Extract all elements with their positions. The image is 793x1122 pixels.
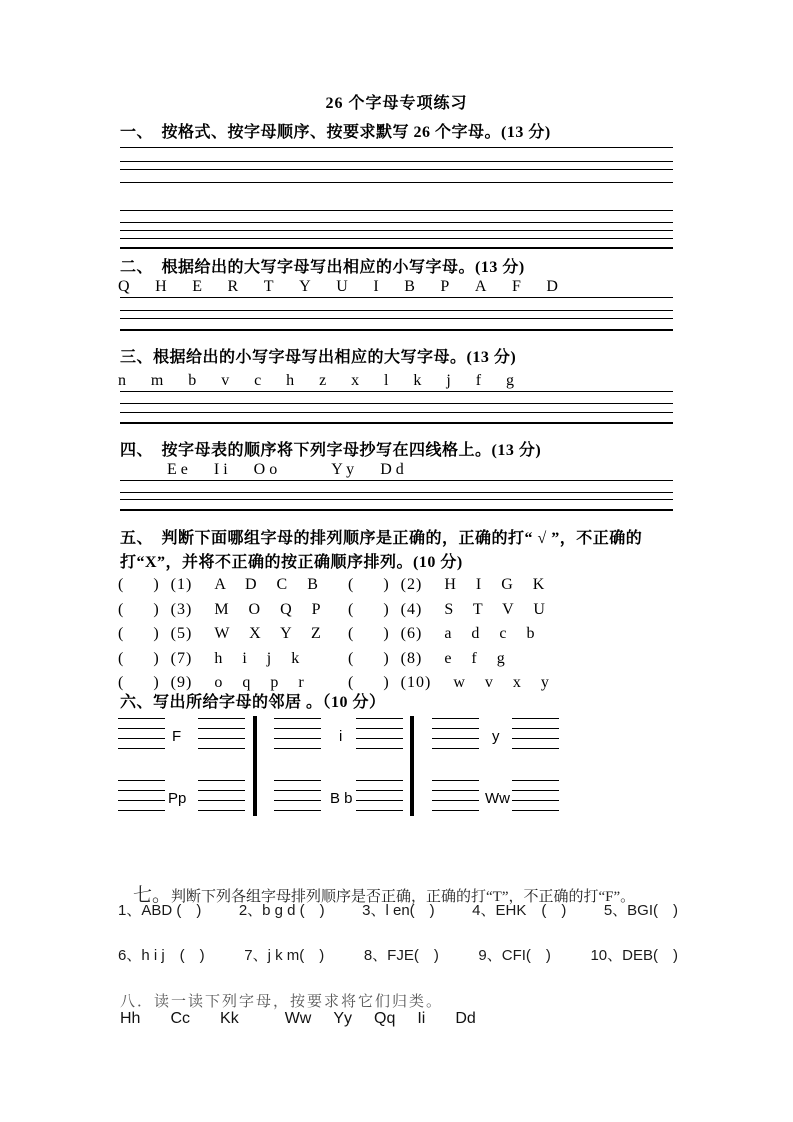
answer-lines	[512, 780, 559, 811]
s5-row-4	[118, 650, 673, 668]
lowercase-letter: x	[351, 372, 360, 389]
s5-row-3	[118, 625, 673, 643]
judge-item: 2、b g d ( )	[238, 902, 325, 919]
lowercase-letter: k	[413, 372, 422, 389]
s5-item-4: ( ) (4) S T V U	[348, 601, 545, 618]
letter-pair: Kk	[220, 1010, 239, 1027]
uppercase-letter: E	[192, 278, 202, 295]
given-letter: Ww	[485, 790, 510, 807]
answer-blank-paren: (	[118, 576, 124, 593]
s5-item-8: ( ) (8) e f g	[348, 650, 505, 667]
answer-lines	[512, 718, 559, 749]
uppercase-letter: I	[373, 278, 379, 295]
answer-lines	[274, 780, 321, 811]
lowercase-letter: n	[118, 372, 126, 389]
judge-item: 8、FJE( )	[363, 947, 439, 964]
letter-pair: Ww	[284, 1010, 312, 1027]
section2-letters	[118, 278, 558, 296]
lowercase-letter: h	[286, 372, 295, 389]
section7-heading: 七。判断下列各组字母排列顺序是否正确，正确的打“T”，不正确的打“F”。	[133, 885, 636, 906]
s5-item-1: ( ) (1) A D C B	[118, 576, 318, 593]
item-number: (1)	[170, 576, 193, 593]
letter-pair: Hh	[120, 1010, 141, 1027]
given-letter: Pp	[168, 790, 187, 807]
s5-item-10: ( ) (10) w v x y	[348, 674, 549, 691]
lowercase-letter: j	[446, 372, 451, 389]
uppercase-letter: R	[227, 278, 239, 295]
judge-item: 10、DEB( )	[590, 947, 678, 964]
letter-pair: Y y	[331, 461, 355, 478]
lowercase-letter: g	[505, 372, 514, 389]
answer-lines	[432, 718, 479, 749]
section8-heading: 八．读一读下列字母，按要求将它们归类。	[120, 994, 444, 1010]
section4-heading: 四、 按字母表的顺序将下列字母抄写在四线格上。(13 分)	[120, 442, 542, 459]
writing-grid-3	[120, 297, 673, 331]
section5-heading-line2: 打“X”，并将不正确的按正确顺序排列。(10 分)	[120, 554, 463, 571]
letter-pair: Yy	[333, 1010, 353, 1027]
s5-item-5: ( ) (5) W X Y Z	[118, 625, 321, 642]
writing-grid-1	[120, 147, 673, 183]
section2-heading: 二、 根据给出的大写字母写出相应的小写字母。(13 分)	[120, 259, 525, 276]
uppercase-letter: U	[336, 278, 348, 295]
letter-pair: Ii	[417, 1010, 426, 1027]
judge-item: 5、BGI( )	[603, 902, 678, 919]
answer-lines	[198, 718, 245, 749]
letter-pair: D d	[380, 461, 404, 478]
section4-letters	[167, 461, 404, 479]
uppercase-letter: D	[546, 278, 558, 295]
answer-lines	[118, 718, 165, 749]
writing-grid-2	[120, 210, 673, 249]
lowercase-letter: c	[254, 372, 262, 389]
section3-heading: 三、根据给出的小写字母写出相应的大写字母。(13 分)	[120, 349, 517, 366]
given-letter: y	[492, 728, 500, 745]
section5-heading-line1: 五、 判断下面哪组字母的排列顺序是正确的，正确的打“ √ ”，不正确的	[120, 530, 643, 547]
section7-row2	[118, 944, 678, 965]
lowercase-letter: z	[319, 372, 327, 389]
answer-lines	[198, 780, 245, 811]
s5-item-7: ( ) (7) h i j k	[118, 650, 300, 667]
judge-item: 1、ABD ( )	[118, 902, 202, 919]
s5-item-9: ( ) (9) o q p r	[118, 674, 304, 691]
lowercase-letter: v	[221, 372, 230, 389]
judge-item: 7、j k m( )	[244, 947, 325, 964]
letter-pair: Qq	[374, 1010, 396, 1027]
letter-pair: Dd	[455, 1010, 476, 1027]
letter-pair: I i	[213, 461, 228, 478]
section7-number: 七。	[133, 885, 172, 906]
uppercase-letter: T	[263, 278, 274, 295]
section7-row1	[118, 899, 678, 920]
s5-item-6: ( ) (6) a d c b	[348, 625, 535, 642]
answer-lines	[356, 718, 403, 749]
section3-letters	[118, 372, 514, 390]
answer-lines	[274, 718, 321, 749]
judge-item: 6、h i j ( )	[118, 947, 205, 964]
s5-row-1	[118, 576, 673, 594]
answer-lines	[432, 780, 479, 811]
uppercase-letter: Y	[299, 278, 311, 295]
answer-lines	[356, 780, 403, 811]
lowercase-letter: m	[150, 372, 164, 389]
given-letter: F	[172, 728, 182, 745]
judge-item: 3、l en( )	[362, 902, 435, 919]
letter-pair: Cc	[170, 1010, 191, 1027]
letter-pair: O o	[253, 461, 278, 478]
uppercase-letter: P	[440, 278, 450, 295]
lowercase-letter: f	[475, 372, 482, 389]
column-divider	[253, 716, 257, 816]
s5-item-2: ( ) (2) H I G K	[348, 576, 545, 593]
page-title: 26 个字母专项练习	[325, 95, 468, 112]
writing-grid-4	[120, 391, 673, 424]
column-divider	[410, 716, 414, 816]
uppercase-letter: F	[511, 278, 521, 295]
uppercase-letter: Q	[118, 278, 130, 295]
s5-item-3: ( ) (3) M O Q P	[118, 601, 321, 618]
given-letter: B b	[330, 790, 353, 807]
judge-item: 4、EHK ( )	[472, 902, 567, 919]
uppercase-letter: B	[404, 278, 415, 295]
answer-lines	[118, 780, 165, 811]
judge-item: 9、CFI( )	[478, 947, 551, 964]
given-letter: i	[339, 728, 343, 745]
letter-pair: E e	[167, 461, 188, 478]
uppercase-letter: H	[155, 278, 167, 295]
lowercase-letter: b	[188, 372, 197, 389]
section1-heading: 一、 按格式、按字母顺序、按要求默写 26 个字母。(13 分)	[120, 124, 551, 141]
letter-group: A D C B	[214, 576, 318, 593]
lowercase-letter: l	[384, 372, 389, 389]
section8-letters	[120, 1010, 506, 1028]
section6-heading: 六、写出所给字母的邻居 。（10 分）	[120, 694, 386, 711]
uppercase-letter: A	[474, 278, 487, 295]
s5-row-2	[118, 601, 673, 619]
writing-grid-5	[120, 480, 673, 511]
